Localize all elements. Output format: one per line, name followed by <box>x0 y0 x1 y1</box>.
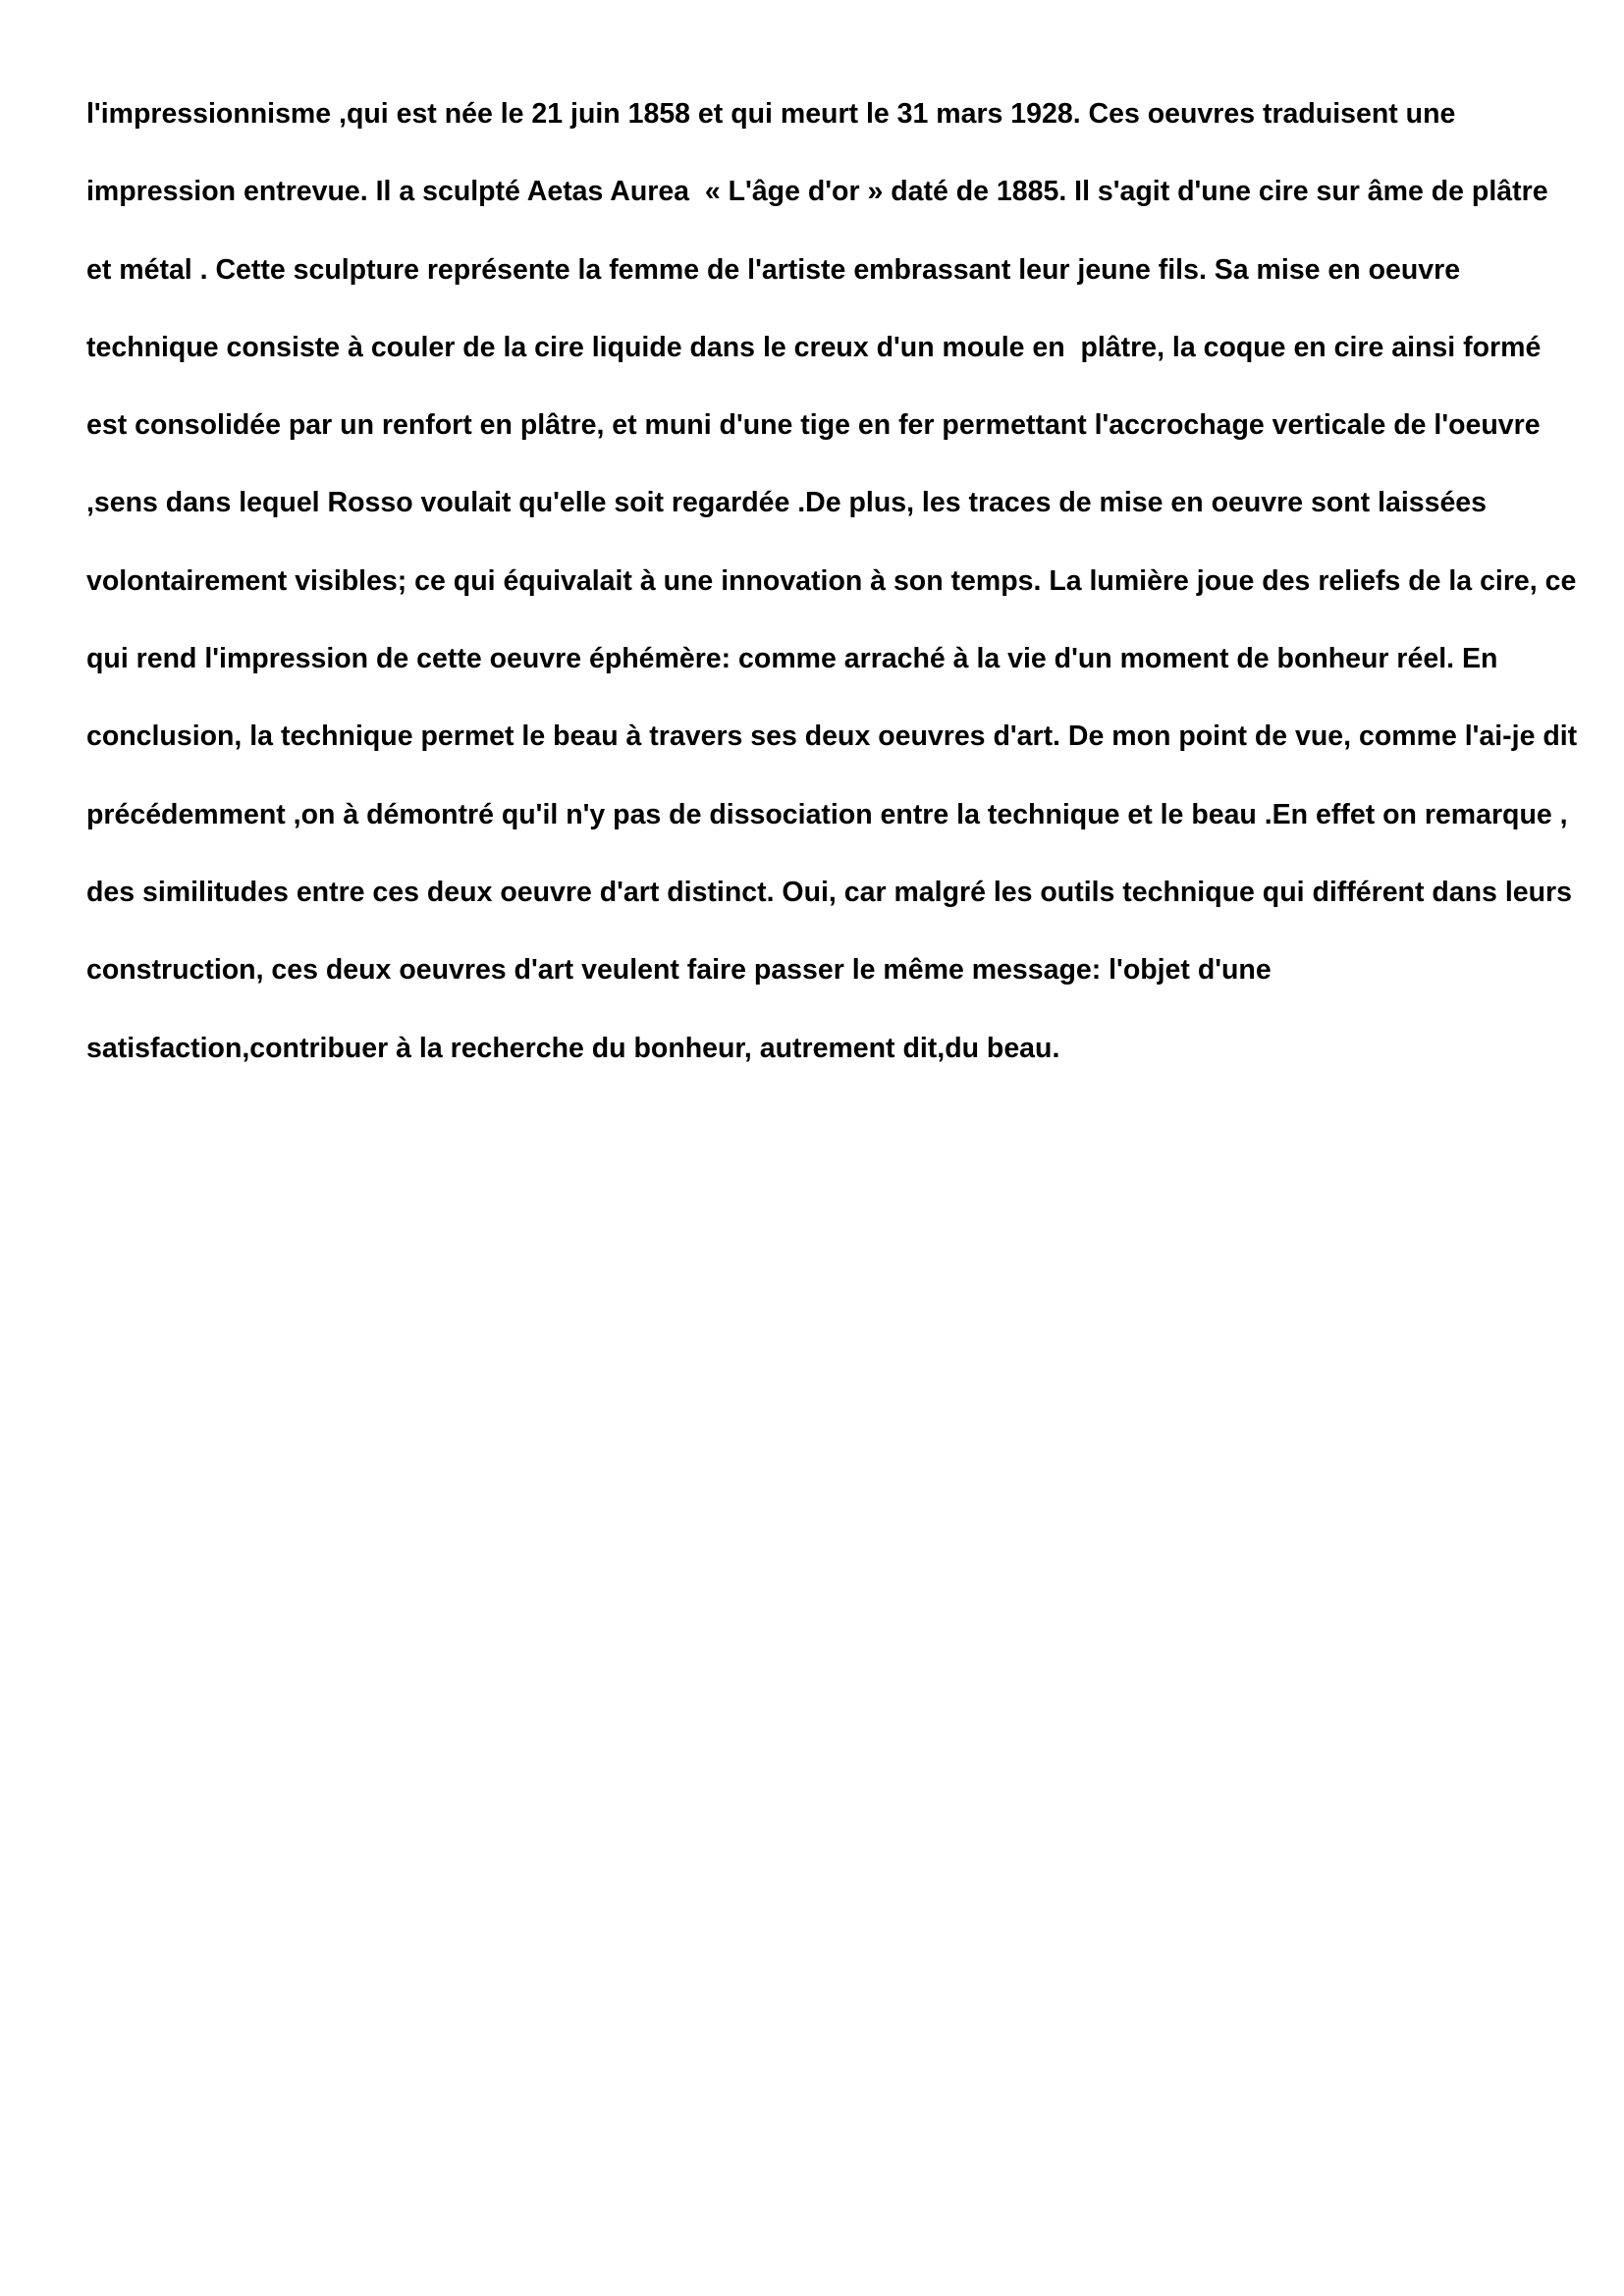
text-line: construction, ces deux oeuvres d'art veulent faire passer le même message: l'objet d'une <box>86 954 1272 987</box>
text-line: conclusion, la technique permet le beau à travers ses deux oeuvres d'art. De mon point de vue, comme l'ai-je dit <box>86 721 1578 753</box>
text-line: ,sens dans lequel Rosso voulait qu'elle soit regardée .De plus, les traces de mise en oeuvre sont laissées <box>86 487 1488 519</box>
text-line: est consolidée par un renfort en plâtre, et muni d'une tige en fer permettant l'accrochage verticale de l'oeuvre <box>86 409 1541 442</box>
text-line: satisfaction,contribuer à la recherche du bonheur, autrement dit,du beau. <box>86 1032 1060 1064</box>
text-line: des similitudes entre ces deux oeuvre d'art distinct. Oui, car malgré les outils technique qui différent dans leurs <box>86 876 1572 908</box>
text-line: qui rend l'impression de cette oeuvre éphémère: comme arraché à la vie d'un moment de bonheur réel. En <box>86 643 1498 675</box>
text-line: volontairement visibles; ce qui équivalait à une innovation à son temps. La lumière joue des reliefs de la cire, ce <box>86 564 1577 597</box>
text-line: l'impressionnisme ,qui est née le 21 juin 1858 et qui meurt le 31 mars 1928. Ces oeuvres traduisent une <box>86 98 1456 130</box>
text-line: technique consiste à couler de la cire liquide dans le creux d'un moule en plâtre, la coque en cire ainsi formé <box>86 331 1542 363</box>
text-line: précédemment ,on à démontré qu'il n'y pas de dissociation entre la technique et le beau .En effet on remarque , <box>86 798 1568 830</box>
text-line: impression entrevue. Il a sculpté Aetas Aurea « L'âge d'or » daté de 1885. Il s'agit d'une cire sur âme de plâtre <box>86 176 1548 208</box>
text-line: et métal . Cette sculpture représente la femme de l'artiste embrassant leur jeune fils. Sa mise en oeuvre <box>86 253 1461 286</box>
body-text <box>86 94 1578 1106</box>
